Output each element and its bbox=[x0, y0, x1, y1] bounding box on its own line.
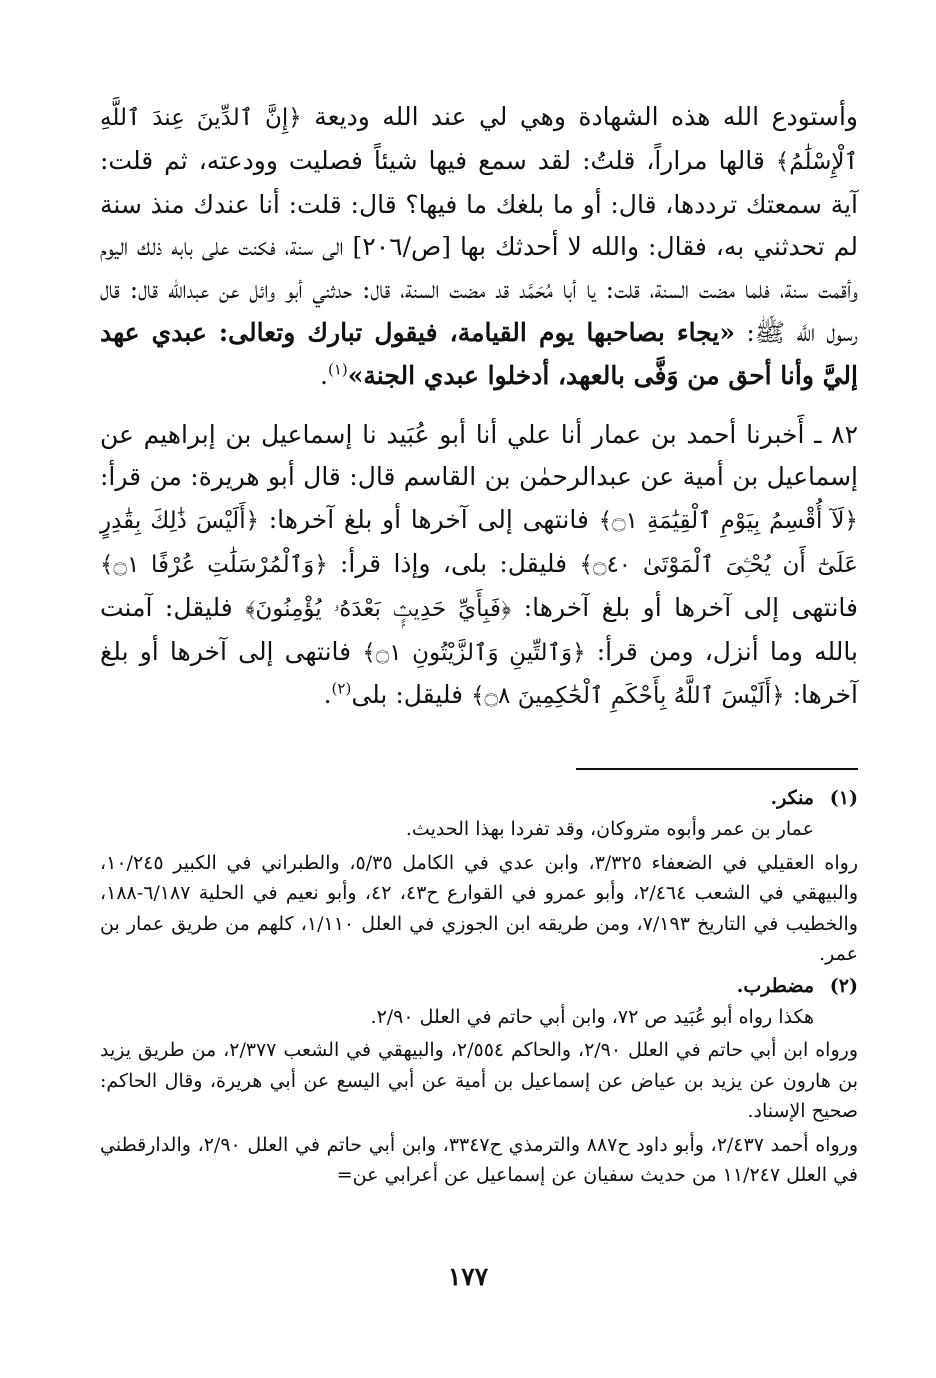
footnote-2-line: ورواه أحمد ٢/٤٣٧، وأبو داود ح٨٨٧ والترمذي ح٣٣٤٧، وابن أبي حاتم في العلل ٢/٩٠، والدارقطني في العلل ١١/٢٤٧ من حديث سفيان عن إسماعيل عن أعرابي عن= bbox=[100, 1133, 859, 1186]
quran-verse: ﴿فَبِأَيِّ حَدِيثٍۭ بَعْدَهُۥ يُؤْمِنُونَ﴾ bbox=[245, 595, 512, 622]
paragraph-82-end: . bbox=[323, 680, 332, 710]
footnote-1-number: (١) bbox=[829, 787, 858, 809]
footnote-1 bbox=[100, 782, 858, 970]
footnote-2-grade: مضطرب. bbox=[736, 974, 814, 997]
quran-verse: ﴿لَآ أُقْسِمُ بِيَوْمِ ٱلْقِيَٰمَةِ ۝١﴾ bbox=[598, 508, 859, 535]
footnote-2-line: هكذا رواه أبو عُبَيد ص ٧٢، وابن أبي حاتم في العلل ٢/٩٠. bbox=[370, 1005, 814, 1028]
hadith-text: «يجاء بصاحبها يوم القيامة، فيقول تبارك وتعالى: عبدي عهد إليَّ وأنا أحق من وَفَّى بالعهد، أدخلوا عبدي الجنة» bbox=[100, 317, 858, 390]
paragraph-82-text-7: فليقل: بلى bbox=[351, 680, 472, 710]
paragraph-82-text-2: فانتهى إلى آخرها أو بلغ آخرها: bbox=[259, 505, 599, 535]
page-body bbox=[100, 96, 858, 718]
footnote-1-heading bbox=[100, 782, 858, 814]
page-number: ١٧٧ bbox=[447, 1262, 489, 1291]
footnote-ref-2[interactable]: (٢) bbox=[331, 680, 352, 699]
paragraph-82-text-4: فانتهى إلى آخرها أو بلغ آخرها: bbox=[511, 592, 858, 622]
quran-verse: ﴿إِنَّ ٱلدِّينَ عِندَ ٱللَّهِ ٱلْإِسْلَٰمُ﴾ bbox=[100, 105, 858, 175]
footnote-2-number: (٢) bbox=[829, 974, 858, 997]
footnote-2 bbox=[100, 970, 858, 1191]
footnote-1-line: رواه العقيلي في الضعفاء ٣/٣٢٥، وابن عدي في الكامل ٥/٣٥، والطبراني في الكبير ١٠/٢٤٥، والبيهقي في الشعب ٢/٤٦٤، وأبو عمرو في القوارع ح٤٣، ٤٢، وأبو نعيم في الحلية ٦/١٨٧-١٨٨، والخطيب في التاريخ ٧/١٩٣، ومن طريقه ابن الجوزي في العلل ١/١١٠، كلهم من طريق عمار بن عمر. bbox=[100, 851, 859, 965]
paragraph-82-text-6: فانتهى إلى آخرها أو بلغ آخرها: bbox=[100, 636, 858, 710]
footnote-1-grade: منكر. bbox=[770, 787, 814, 809]
main-text bbox=[100, 96, 858, 718]
footnote-separator bbox=[576, 768, 858, 770]
footnote-1-line: عمار بن عمر وأبوه متروكان، وقد تفردا بهذا الحديث. bbox=[405, 818, 814, 840]
quran-verse: ﴿وَٱلْمُرْسَلَٰتِ عُرْفًا ۝١﴾ bbox=[100, 551, 328, 578]
footnote-ref-1[interactable]: (١) bbox=[328, 360, 348, 379]
footnote-2-line: ورواه ابن أبي حاتم في العلل ٢/٩٠، والحاكم ٢/٥٥٤، والبيهقي في الشعب ٢/٣٧٧، من طريق يزيد بن هارون عن يزيد بن عياض عن إسماعيل بن أمية عن أبي اليسع عن أبي هريرة، وقال الحاكم: صحيح الإسناد. bbox=[100, 1039, 858, 1122]
paragraph-82-text-5: فليقل: آمنت بالله وما أنزل، ومن قرأ: bbox=[100, 592, 858, 666]
paragraph-82-text-1: ٨٢ ـ أَخبرنا أحمد بن عمار أنا علي أنا أبو عُبَيد نا إسماعيل بن إبراهيم عن إسماعيل بن أمية عن عبدالرحمٰن بن القاسم قال: قال أبو هريرة: من قرأ: bbox=[100, 419, 858, 492]
paragraph-1-text-1: وأستودع الله هذه الشهادة وهي لي عند الله وديعة bbox=[301, 102, 858, 131]
paragraph-1-end: . bbox=[320, 360, 328, 390]
quran-verse: ﴿أَلَيْسَ ذَٰلِكَ بِقَٰدِرٍ عَلَىٰٓ أَن يُحْـِۧىَ ٱلْمَوْتَىٰ ۝٤٠﴾ bbox=[100, 508, 858, 578]
paragraph-82 bbox=[100, 414, 858, 719]
footnotes bbox=[100, 782, 858, 1191]
quran-verse: ﴿وَٱلتِّينِ وَٱلزَّيْتُونِ ۝١﴾ bbox=[362, 639, 586, 666]
quran-verse: ﴿أَلَيْسَ ٱللَّهُ بِأَحْكَمِ ٱلْحَٰكِمِينَ ۝٨﴾ bbox=[471, 683, 785, 710]
paragraph-82-text-3: فليقل: بلى، وإذا قرأ: bbox=[327, 548, 580, 578]
paragraph-1-text-2: قالها مراراً، قلتُ: لقد سمع فيها شيئاً فصليت وودعته، ثم قلت: آية سمعتك ترددها، قال: أو ما بلغك ما فيها؟ قال: قلت: أنا عندك منذ سنة لم تحدثني به، فقال: والله لا أحدثك بها [ص/٢٠٦] الى سنة، فكنت على بابه ذلك اليوم وأقمت سنة، فلما مضت السنة، قلت: يا أبا مُحَمَّد قد مضت السنة، قال: حدثني أبو وائل عن عبدالله قال: قال رسول اللَّه ﷺ: bbox=[100, 145, 858, 347]
paragraph-1 bbox=[100, 96, 858, 398]
footnote-2-heading bbox=[100, 970, 858, 1002]
